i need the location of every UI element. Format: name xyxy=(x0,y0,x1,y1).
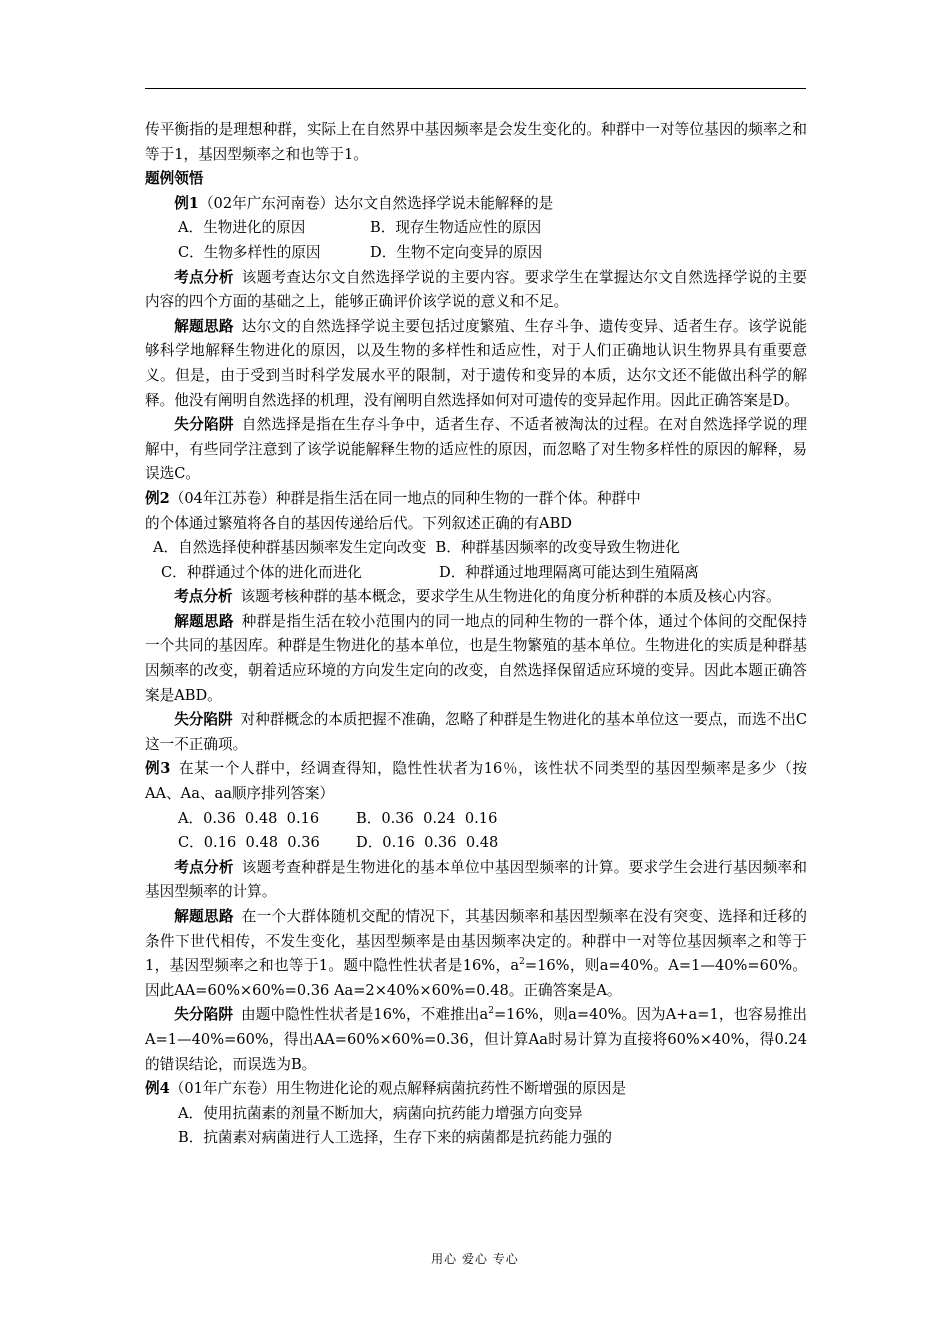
example-3-stem xyxy=(145,757,807,806)
example-1-stem xyxy=(145,192,807,217)
shifen-label: 失分陷阱 xyxy=(174,1006,234,1024)
example-2-jieti-text: 种群是指生活在较小范围内的同一地点的同种生物的一群个体，通过个体间的交配保持一个共同的基因库。种群是生物进化的基本单位，也是生物繁殖的基本单位。生物进化的实质是种群基因频率的改变，朝着适应环境的方向发生定向的改变，自然选择保留适应环境的变异。因此本题正确答案是ABD。 xyxy=(145,612,807,704)
example-2-shifen-text: 对种群概念的本质把握不准确，忽略了种群是生物进化的基本单位这一要点，而选不出C这一不正确项。 xyxy=(145,711,807,753)
section-title: 题例领悟 xyxy=(145,170,204,188)
header-rule xyxy=(145,88,806,89)
example-2-option-b: B．种群基因频率的改变导致生物进化 xyxy=(435,539,680,557)
example-2-stem-line-2: 的个体通过繁殖将各自的基因传递给后代。下列叙述正确的有ABD xyxy=(145,514,572,532)
example-1-kaodian-text: 该题考查达尔文自然选择学说的主要内容。要求学生在掌握达尔文自然选择学说的主要内容的四个方面的基础之上，能够正确评价该学说的意义和不足。 xyxy=(145,268,807,311)
superscript: 2 xyxy=(488,1006,494,1017)
example-4-stem-text: （01年广东卷）用生物进化论的观点解释病菌抗药性不断增强的原因是 xyxy=(169,1080,627,1098)
example-3-option-a: A．0.36 0.48 0.16 xyxy=(178,809,320,827)
example-2-stem-text-1: （04年江苏卷）种群是指生活在同一地点的同种生物的一群个体。种群中 xyxy=(169,489,641,507)
example-2-jieti xyxy=(145,610,807,708)
example-1-shifen-text: 自然选择是指在生存斗争中，适者生存、不适者被淘汰的过程。在对自然选择学说的理解中，有些同学注意到了该学说能解释生物的适应性的原因，而忽略了对生物多样性的原因的解释，易误选C。 xyxy=(145,416,807,483)
example-1-options-ab xyxy=(145,216,807,241)
example-3-shifen-text-b: =16%，则a=40%。因为A+a=1，也容易推出A=1—40%=60%，得出AA=60%×60%=0.36，但计算Aa时易计算为直接将60%×40%，得0.24的错误结论，而误选为B。 xyxy=(145,1006,807,1073)
example-3-kaodian xyxy=(145,856,807,905)
example-2-kaodian xyxy=(145,585,807,610)
example-1-jieti xyxy=(145,315,807,413)
jieti-label: 解题思路 xyxy=(174,317,234,335)
example-4-option-b: B．抗菌素对病菌进行人工选择，生存下来的病菌都是抗药能力强的 xyxy=(178,1129,612,1147)
example-1-stem-text: （02年广东河南卷）达尔文自然选择学说未能解释的是 xyxy=(198,194,554,212)
example-3-jieti-text-a: 在一个大群体随机交配的情况下，其基因频率和基因型频率在没有突变、选择和迁移的条件下世代相传，不发生变化，基因型频率是由基因频率决定的。种群中一对等位基因频率之和等于1，基因型频率之和也等于1。题中隐性性状者是16%，a xyxy=(145,908,807,975)
example-2-option-a: A．自然选择使种群基因频率发生定向改变 xyxy=(153,539,427,557)
example-3-option-d: D．0.16 0.36 0.48 xyxy=(356,834,499,852)
example-1-label: 例1 xyxy=(174,194,199,212)
example-3-jieti-text-b: =16%，则a=40%。A=1—40%=60%。因此AA=60%×60%=0.36 Aa=2×40%×60%=0.48。正确答案是A。 xyxy=(145,957,807,999)
shifen-label: 失分陷阱 xyxy=(174,416,234,434)
example-2-options-cd xyxy=(145,561,807,586)
example-2-options-ab xyxy=(145,536,807,561)
shifen-label: 失分陷阱 xyxy=(174,711,233,729)
kaodian-label: 考点分析 xyxy=(174,268,234,286)
example-1-shifen xyxy=(145,413,807,487)
example-3-stem-text: 在某一个人群中，经调查得知，隐性性状者为16％，该性状不同类型的基因型频率是多少（按AA、Aa、aa顺序排列答案） xyxy=(145,760,807,803)
example-4-label: 例4 xyxy=(145,1080,170,1098)
example-2-label: 例2 xyxy=(145,489,170,507)
example-3-options-cd xyxy=(145,831,807,856)
example-4-option-a: A．使用抗菌素的剂量不断加大，病菌向抗药能力增强方向变异 xyxy=(178,1104,583,1122)
example-1-options-cd xyxy=(145,241,807,266)
example-2-option-c: C．种群通过个体的进化而进化 xyxy=(161,563,362,581)
kaodian-label: 考点分析 xyxy=(174,588,233,606)
page-footer: 用心 爱心 专心 xyxy=(431,1252,519,1266)
example-2-kaodian-text: 该题考核种群的基本概念，要求学生从生物进化的角度分析种群的本质及核心内容。 xyxy=(240,588,781,606)
example-2-stem xyxy=(145,487,807,512)
example-3-shifen-text-a: 由题中隐性性状者是16%，不难推出a xyxy=(241,1006,489,1024)
example-3-options-ab xyxy=(145,807,807,832)
superscript: 2 xyxy=(519,957,525,968)
example-1-option-a: A．生物进化的原因 xyxy=(178,219,306,237)
paragraph-continued: 传平衡指的是理想种群，实际上在自然界中基因频率是会发生变化的。种群中一对等位基因的频率之和等于1，基因型频率之和也等于1。 xyxy=(145,121,807,163)
example-3-shifen xyxy=(145,1003,807,1077)
document-body xyxy=(145,118,807,1151)
example-2-option-d: D．种群通过地理隔离可能达到生殖隔离 xyxy=(439,563,699,581)
example-1-option-b: B．现存生物适应性的原因 xyxy=(370,219,542,237)
example-3-jieti xyxy=(145,905,807,1003)
example-1-kaodian xyxy=(145,266,807,315)
example-1-option-d: D．生物不定向变异的原因 xyxy=(370,243,543,261)
example-3-label: 例3 xyxy=(145,760,171,778)
example-3-option-c: C．0.16 0.48 0.36 xyxy=(178,834,320,852)
jieti-label: 解题思路 xyxy=(174,612,234,630)
jieti-label: 解题思路 xyxy=(174,908,234,925)
example-4-stem xyxy=(145,1077,807,1102)
example-3-kaodian-text: 该题考查种群是生物进化的基本单位中基因型频率的计算。要求学生会进行基因频率和基因型频率的计算。 xyxy=(145,858,807,901)
example-2-shifen xyxy=(145,708,807,757)
kaodian-label: 考点分析 xyxy=(174,858,234,876)
example-3-option-b: B．0.36 0.24 0.16 xyxy=(356,809,498,827)
example-1-jieti-text: 达尔文的自然选择学说主要包括过度繁殖、生存斗争、遗传变异、适者生存。该学说能够科学地解释生物进化的原因，以及生物的多样性和适应性，对于人们正确地认识生物界具有重要意义。但是，由于受到当时科学发展水平的限制，对于遗传和变异的本质，达尔文还不能做出科学的解释。他没有阐明自然选择的机理，没有阐明自然选择如何对可遗传的变异起作用。因此正确答案是D。 xyxy=(145,317,807,409)
example-1-option-c: C．生物多样性的原因 xyxy=(178,243,321,261)
